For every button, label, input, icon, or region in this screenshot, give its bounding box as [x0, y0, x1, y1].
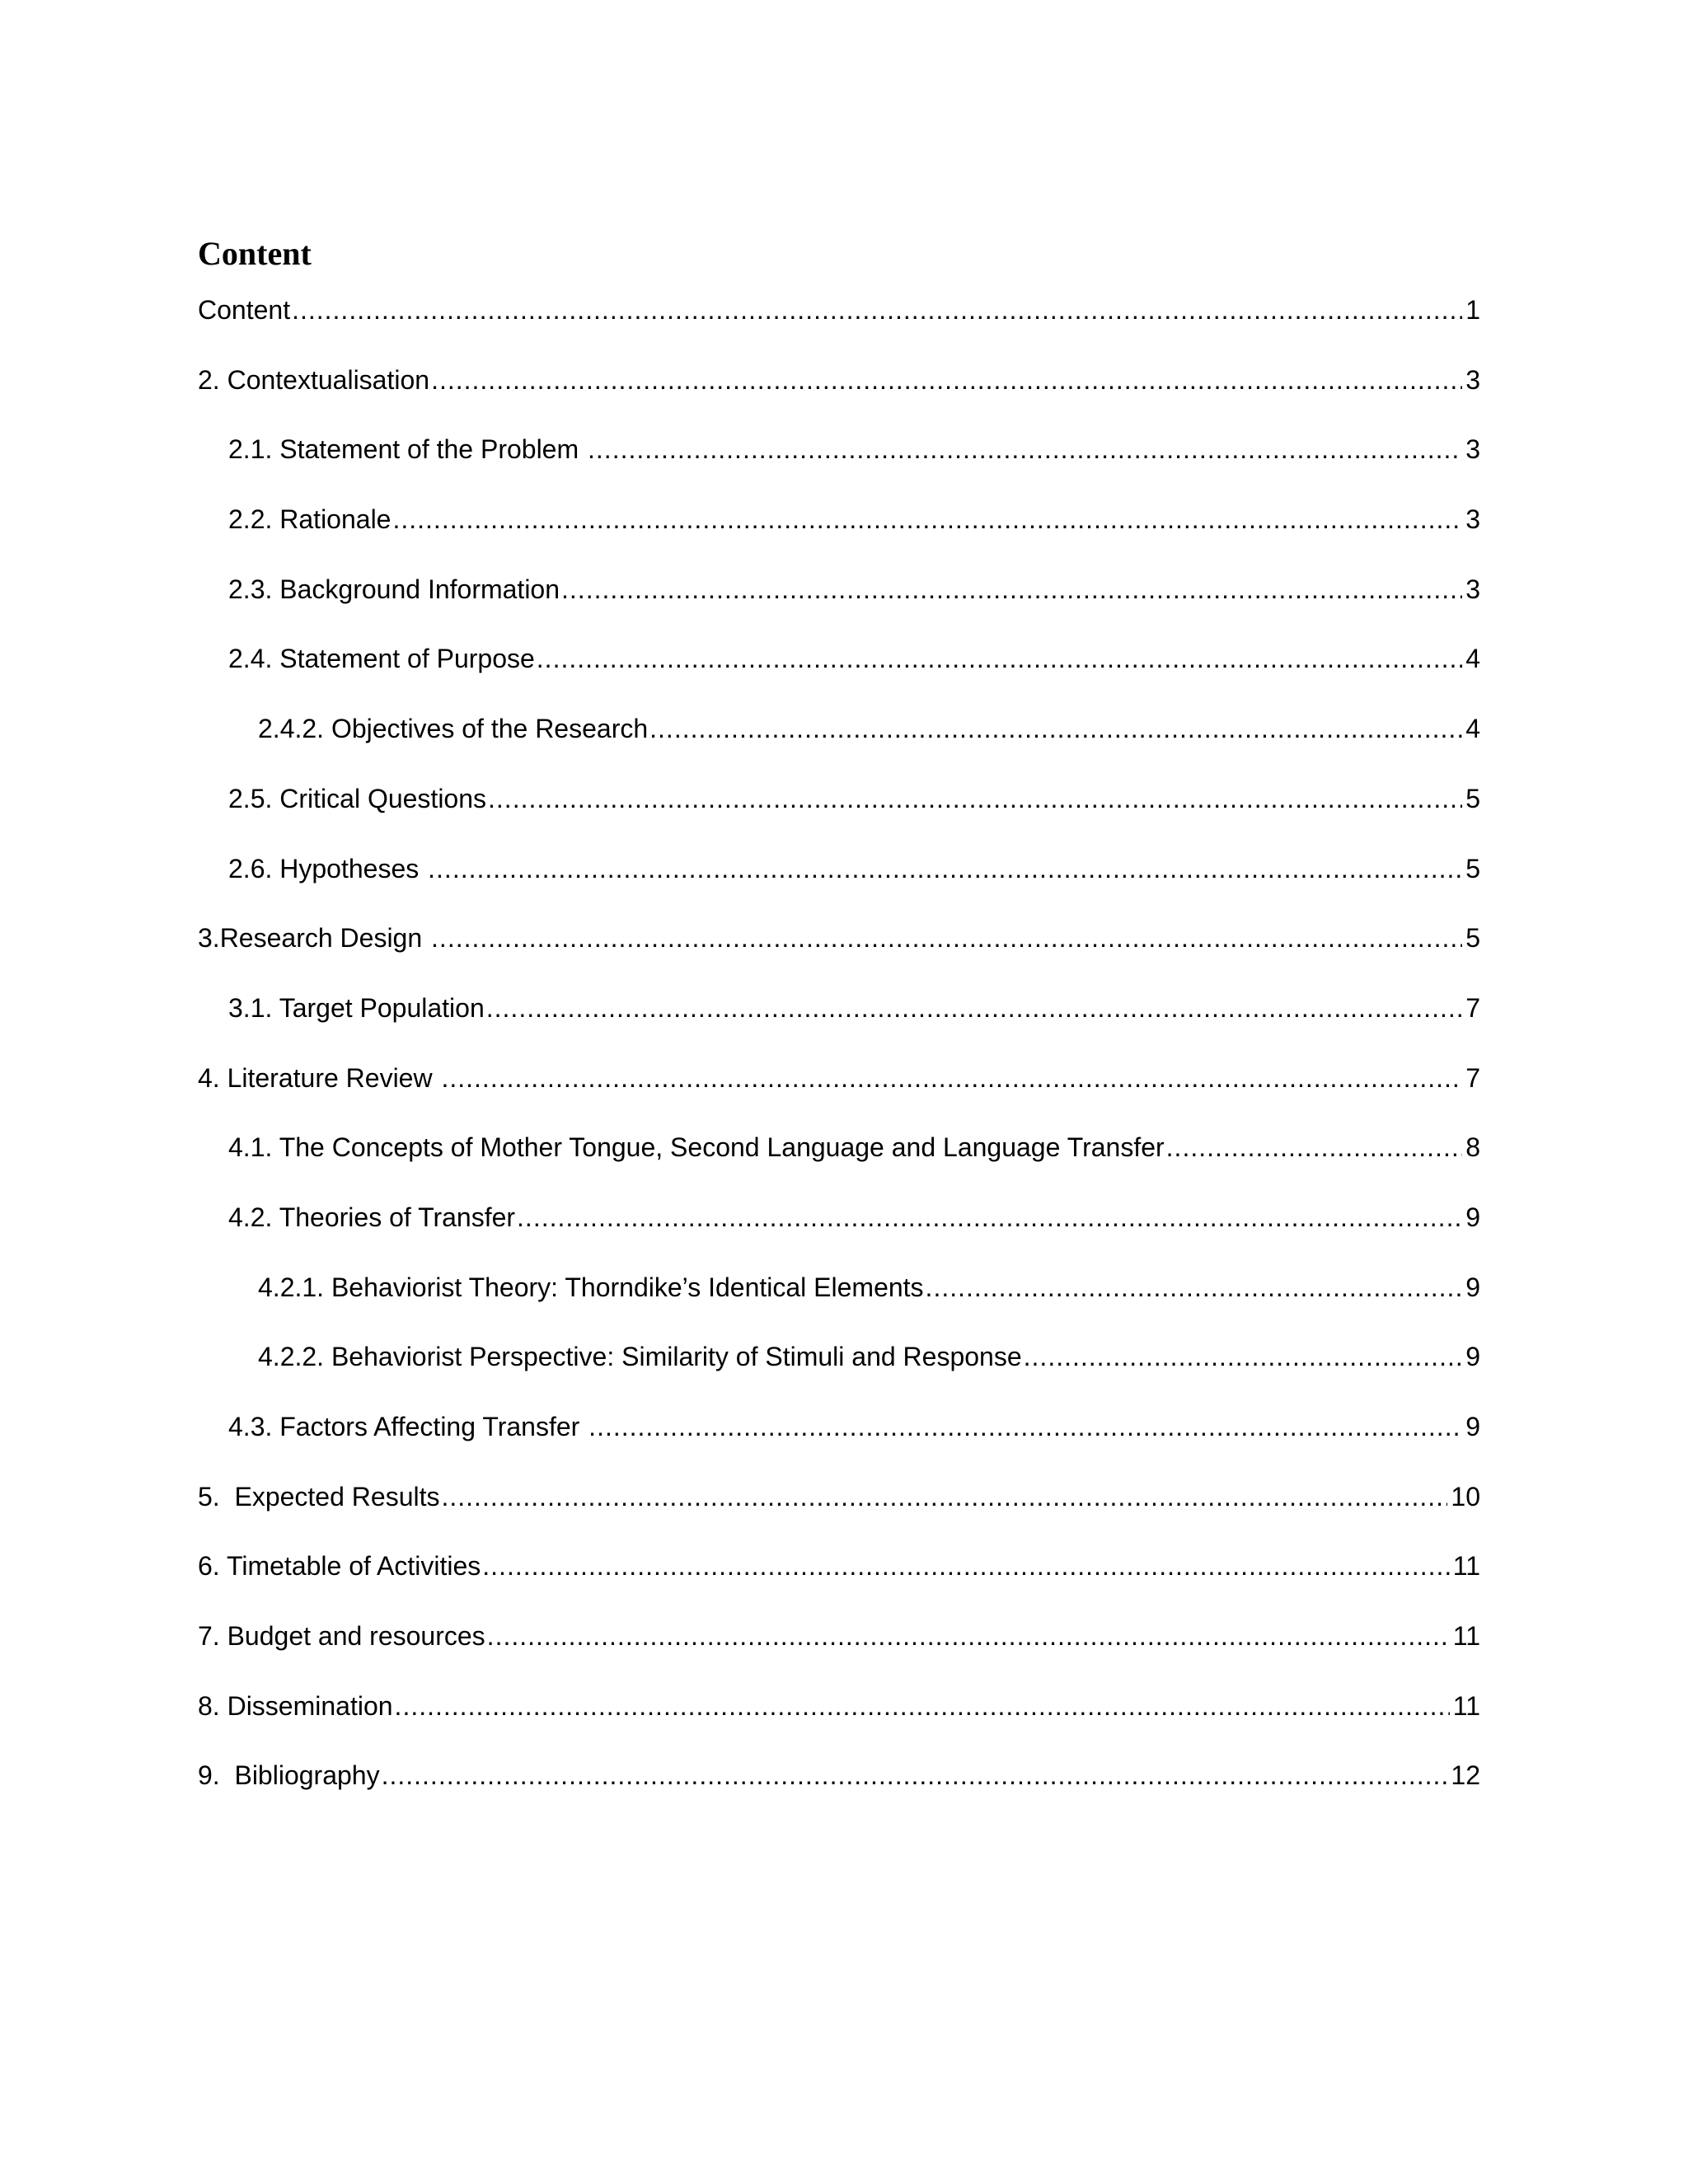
toc-dot-leader — [537, 632, 1462, 685]
toc-entry-title: 5. Expected Results — [198, 1481, 440, 1511]
toc-entry-title: 2.4. Statement of Purpose — [228, 644, 535, 674]
toc-entry[interactable] — [198, 982, 1480, 1052]
toc-entry-page-number: 3 — [1465, 574, 1480, 604]
toc-entry[interactable] — [198, 1680, 1480, 1750]
toc-entry-title: 4.2. Theories of Transfer — [228, 1202, 516, 1232]
toc-entry[interactable] — [198, 1261, 1480, 1331]
toc-entry[interactable] — [198, 632, 1480, 702]
toc-entry-page-number: 3 — [1465, 504, 1480, 535]
toc-entry[interactable] — [198, 912, 1480, 982]
toc-entry-page-number: 9 — [1465, 1342, 1480, 1372]
toc-entry-page-number: 11 — [1452, 1690, 1480, 1721]
toc-entry[interactable] — [198, 842, 1480, 912]
toc-entry-title: 4.1. The Concepts of Mother Tongue, Second Language and Language Transfer — [228, 1132, 1165, 1163]
toc-dot-leader — [441, 1470, 1447, 1523]
toc-dot-leader — [441, 1052, 1462, 1104]
toc-entry-page-number: 3 — [1465, 364, 1480, 395]
toc-entry-title: 4.2.1. Behaviorist Theory: Thorndike’s Identical Elements — [258, 1272, 924, 1302]
toc-entry[interactable] — [198, 702, 1480, 772]
toc-entry-title: 4. Literature Review — [198, 1062, 440, 1093]
toc-dot-leader — [561, 563, 1462, 616]
toc-entry-title: 7. Budget and resources — [198, 1621, 485, 1652]
toc-entry[interactable] — [198, 772, 1480, 842]
toc-entry-title: 4.3. Factors Affecting Transfer — [228, 1412, 588, 1441]
toc-entry-page-number: 4 — [1465, 714, 1480, 744]
toc-entry-title: 2.4.2. Objectives of the Research — [258, 714, 649, 744]
toc-dot-leader — [1166, 1121, 1463, 1174]
toc-dot-leader — [488, 772, 1462, 825]
toc-entry[interactable] — [198, 1121, 1480, 1191]
toc-entry[interactable] — [198, 1749, 1480, 1819]
toc-entry-title: 9. Bibliography — [198, 1760, 380, 1791]
toc-entry-title: 6. Timetable of Activities — [198, 1551, 481, 1582]
toc-dot-leader — [926, 1261, 1463, 1314]
toc-entry-title: 2.1. Statement of the Problem — [228, 434, 587, 465]
toc-entry-title: Content — [198, 295, 291, 325]
toc-entry-page-number: 12 — [1451, 1760, 1480, 1791]
toc-entry[interactable] — [198, 1470, 1480, 1540]
toc-dot-leader — [482, 1540, 1450, 1592]
toc-entry-title: 3.Research Design — [198, 923, 430, 954]
toc-heading: Content — [198, 235, 312, 272]
toc-entry-page-number: 1 — [1465, 295, 1480, 325]
toc-entry-page-number: 9 — [1465, 1412, 1480, 1441]
toc-entry-page-number: 5 — [1465, 783, 1480, 813]
toc-entry-page-number: 5 — [1465, 853, 1480, 883]
toc-entry[interactable] — [198, 354, 1480, 424]
toc-entry-title: 2. Contextualisation — [198, 364, 430, 395]
toc-entry-title: 2.5. Critical Questions — [228, 783, 487, 813]
toc-entry-title: 2.2. Rationale — [228, 504, 392, 535]
toc-dot-leader — [588, 423, 1462, 476]
toc-entry-page-number: 4 — [1465, 644, 1480, 674]
toc-entry-title: 2.3. Background Information — [228, 574, 560, 604]
toc-entry-title: 3.1. Target Population — [228, 992, 485, 1023]
toc-entry-title: 2.6. Hypotheses — [228, 853, 427, 883]
toc-entry[interactable] — [198, 284, 1480, 354]
toc-entry[interactable] — [198, 493, 1480, 563]
toc-entry-page-number: 3 — [1465, 434, 1480, 465]
toc-entry[interactable] — [198, 1610, 1480, 1680]
toc-entry-page-number: 8 — [1465, 1132, 1480, 1163]
toc-dot-leader — [395, 1680, 1450, 1732]
toc-entry[interactable] — [198, 1191, 1480, 1261]
toc-dot-leader — [292, 284, 1462, 336]
toc-entry-title: 4.2.2. Behaviorist Perspective: Similarity of Stimuli and Response — [258, 1342, 1022, 1372]
toc-dot-leader — [486, 982, 1462, 1034]
toc-entry-page-number: 9 — [1465, 1202, 1480, 1232]
toc-dot-leader — [382, 1749, 1448, 1802]
toc-entry-page-number: 5 — [1465, 923, 1480, 954]
toc-dot-leader — [431, 354, 1462, 406]
toc-dot-leader — [1024, 1330, 1463, 1383]
toc-dot-leader — [392, 493, 1462, 546]
toc-dot-leader — [487, 1610, 1450, 1662]
toc-entry-title: 8. Dissemination — [198, 1690, 393, 1721]
toc-entry-page-number: 11 — [1452, 1551, 1480, 1582]
toc-entry[interactable] — [198, 423, 1480, 493]
toc-dot-leader — [588, 1400, 1462, 1453]
toc-entry[interactable] — [198, 563, 1480, 633]
toc-entry-page-number: 7 — [1465, 992, 1480, 1023]
table-of-contents — [198, 284, 1480, 1819]
toc-entry-page-number: 9 — [1465, 1272, 1480, 1302]
toc-entry-page-number: 11 — [1452, 1621, 1480, 1652]
toc-entry[interactable] — [198, 1330, 1480, 1400]
toc-entry[interactable] — [198, 1052, 1480, 1122]
toc-entry-page-number: 7 — [1465, 1062, 1480, 1093]
toc-dot-leader — [649, 702, 1462, 755]
toc-entry[interactable] — [198, 1540, 1480, 1610]
toc-dot-leader — [428, 842, 1462, 895]
toc-dot-leader — [431, 912, 1462, 964]
toc-entry-page-number: 10 — [1451, 1481, 1480, 1511]
toc-dot-leader — [517, 1191, 1462, 1244]
toc-entry[interactable] — [198, 1400, 1480, 1470]
